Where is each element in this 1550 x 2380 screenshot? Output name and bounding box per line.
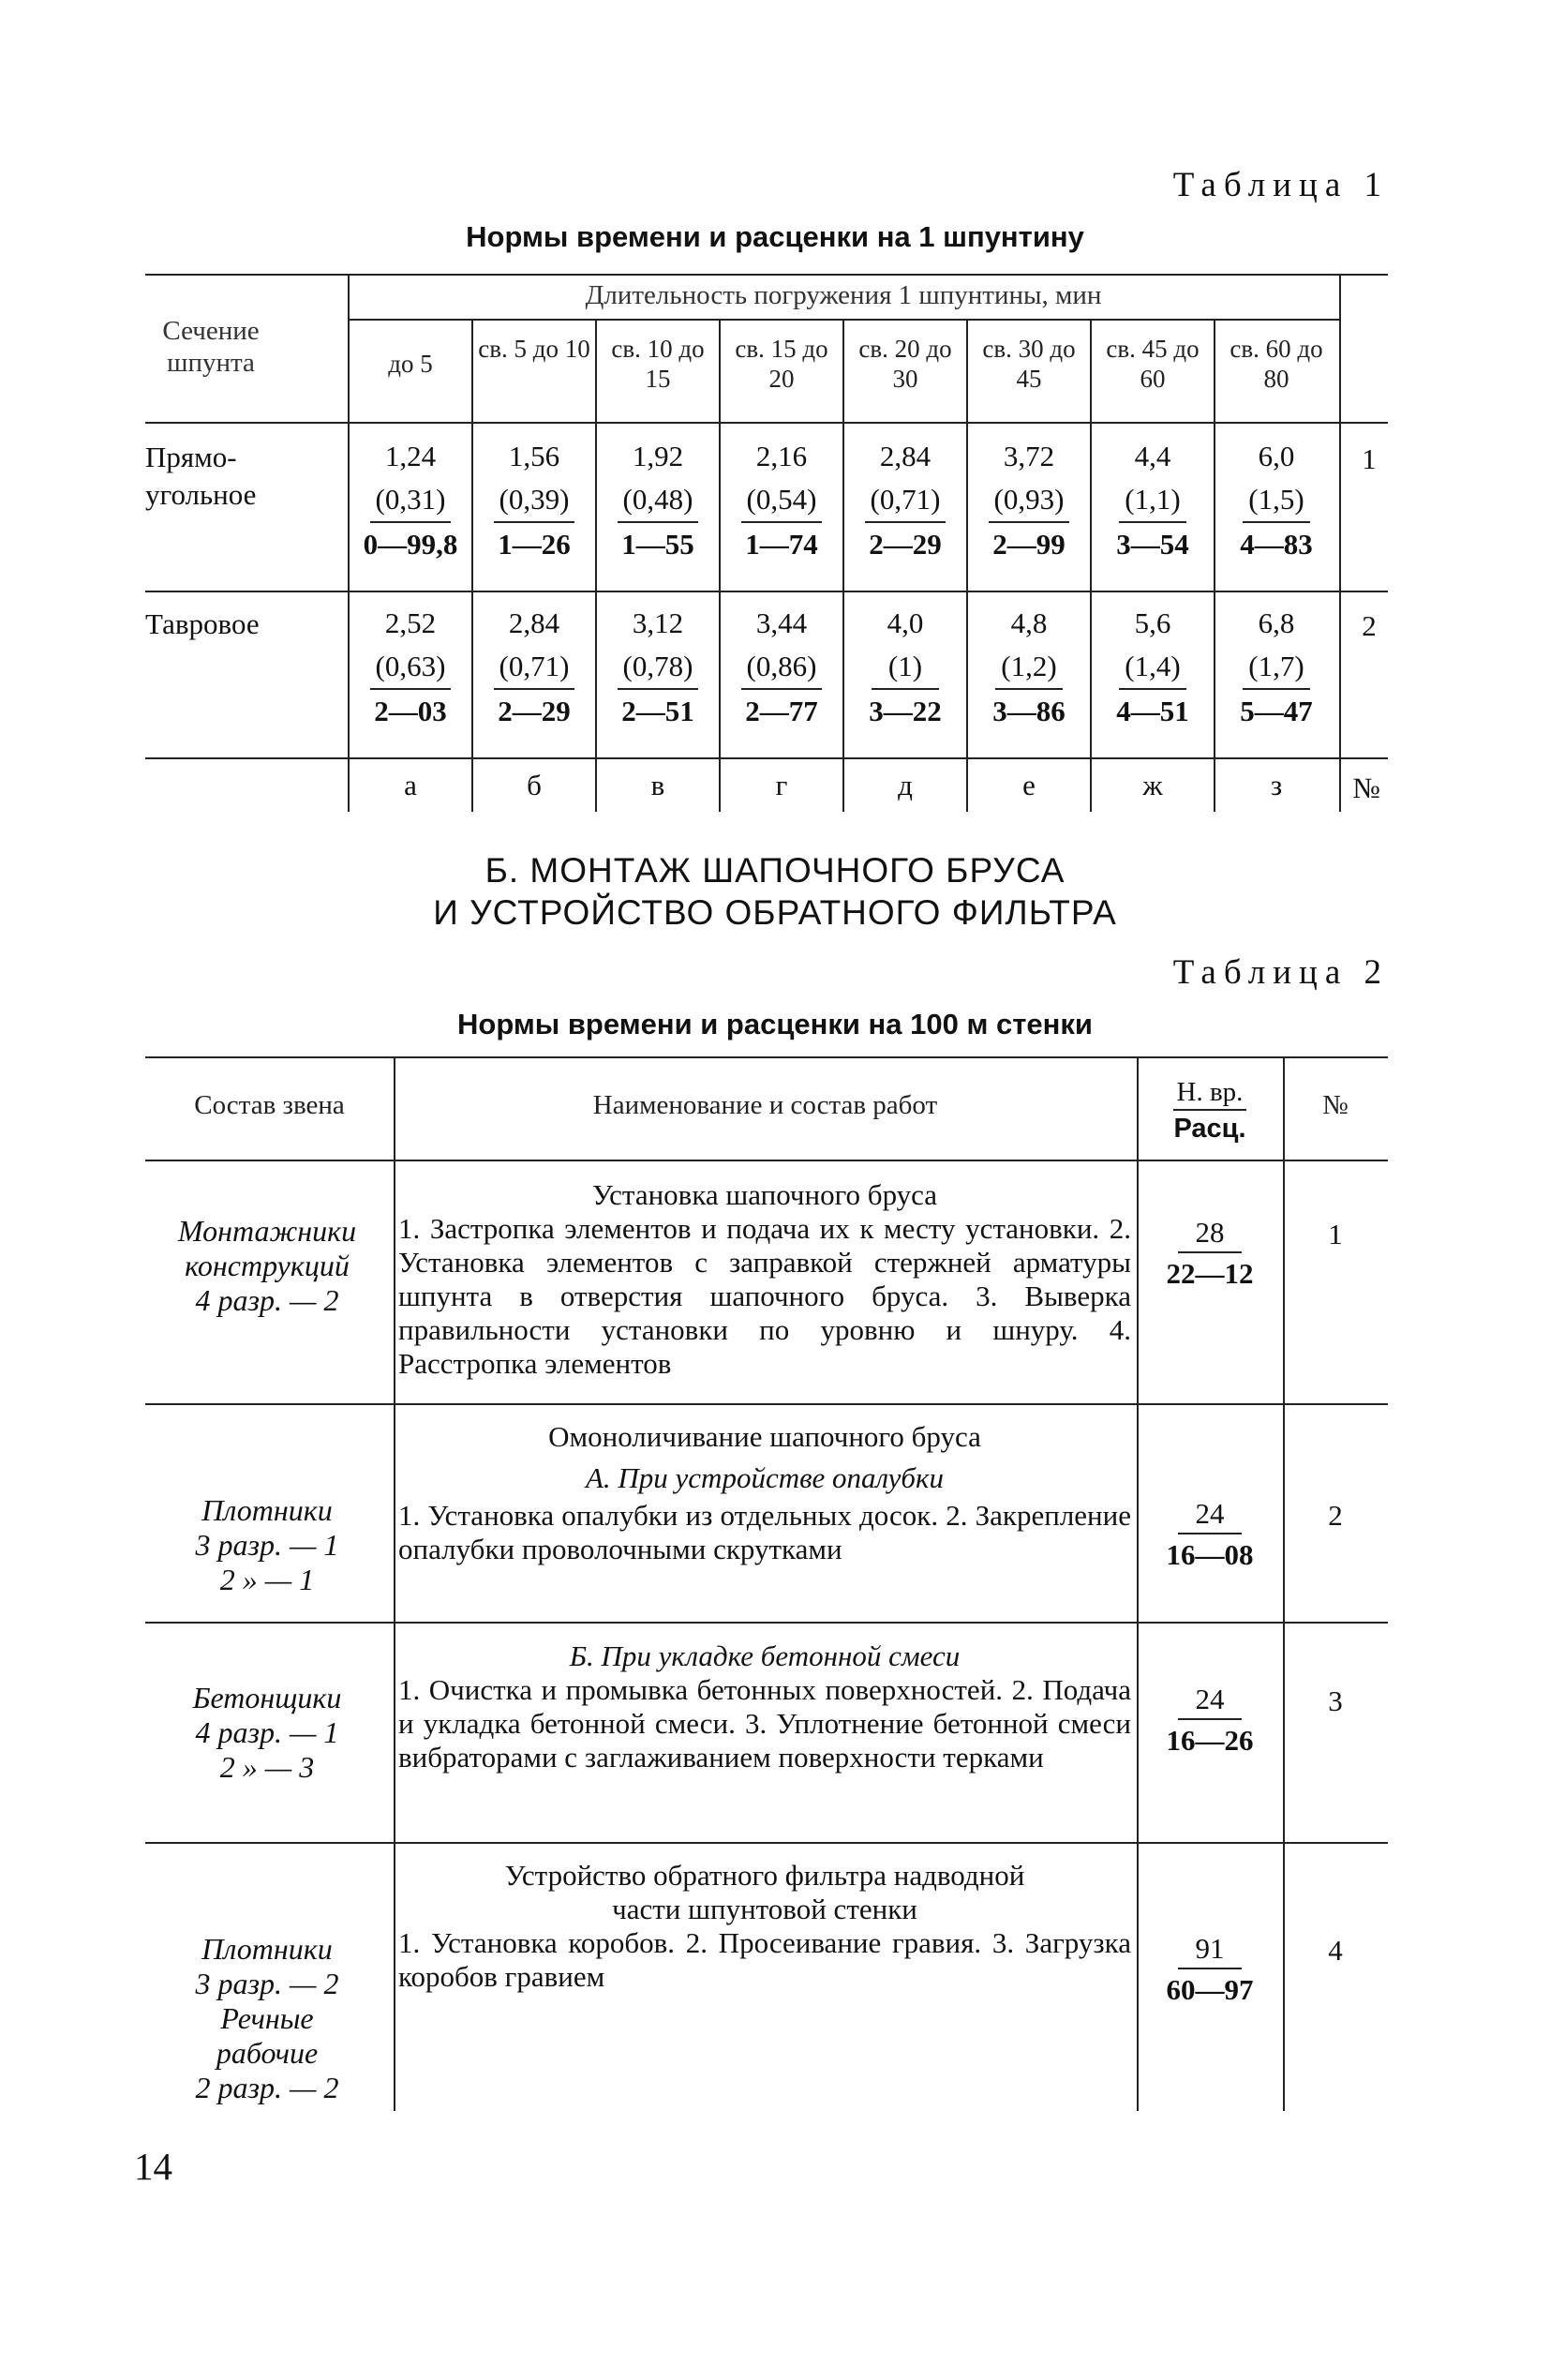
table1-col-header-1: до 5 xyxy=(388,350,433,378)
table2-crew xyxy=(145,1932,389,2105)
table2-row-number: 3 xyxy=(1328,1684,1343,1717)
table2-work xyxy=(398,1859,1131,1994)
crew-line: 2 разр. — 2 xyxy=(195,2071,339,2104)
norm-value: 2,84 xyxy=(508,606,560,639)
price-value: 3—86 xyxy=(992,695,1066,727)
table1-col-header-7: св. 45 до 60 xyxy=(1106,335,1200,393)
table2-row-number: 1 xyxy=(1328,1218,1343,1250)
price-value: 16—08 xyxy=(1166,1538,1254,1571)
table1-cell xyxy=(473,435,595,566)
crew-line: Плотники xyxy=(201,1932,333,1966)
work-title: Устройство обратного фильтра надводной части шпунтовой стенки xyxy=(504,1859,1025,1925)
norm-value: 4,4 xyxy=(1134,440,1171,472)
price-value: 2—29 xyxy=(869,528,942,561)
norm-value: 1,92 xyxy=(632,440,684,472)
table1-title: Нормы времени и расценки на 1 шпунтину xyxy=(466,220,1084,253)
norm-value: 4,8 xyxy=(1010,606,1048,639)
norm-value: 5,6 xyxy=(1134,606,1171,639)
table1-col-letter: б xyxy=(527,769,542,801)
table1-cell xyxy=(597,602,719,733)
table2-crew xyxy=(145,1493,389,1597)
table1-col-header-5: св. 20 до 30 xyxy=(858,335,952,393)
table1-cell xyxy=(1092,435,1214,566)
norm-value: 24 xyxy=(1178,1681,1242,1720)
table1-row-number: 1 xyxy=(1362,442,1377,475)
table2-work xyxy=(398,1639,1131,1774)
crew-line: 2 » — 1 xyxy=(219,1563,315,1596)
crew-line: 3 разр. — 2 xyxy=(195,1967,339,2000)
table1-col-header-2: св. 5 до 10 xyxy=(478,335,590,363)
table2-norm xyxy=(1137,1930,1283,2011)
price-value: 4—83 xyxy=(1240,528,1313,561)
crew-line: Плотники xyxy=(201,1493,333,1527)
price-value: 2—77 xyxy=(745,695,818,727)
table1-cell xyxy=(968,435,1090,566)
rate-value: (0,63) xyxy=(370,645,452,690)
table1-cell xyxy=(721,435,842,566)
rate-value: (1,4) xyxy=(1119,645,1186,690)
table1-cell xyxy=(597,435,719,566)
work-subtitle: А. При устройстве опалубки xyxy=(585,1461,945,1494)
crew-line: рабочие xyxy=(216,2036,319,2070)
table1-col-letter: ж xyxy=(1142,769,1163,801)
table2-work xyxy=(398,1416,1131,1566)
table1-group-header: Длительность погружения 1 шпунтины, мин xyxy=(585,280,1102,310)
norm-value: 3,44 xyxy=(755,606,808,639)
table2-work xyxy=(398,1178,1131,1381)
section-heading xyxy=(0,849,1550,934)
table2-header-nvr: Н. вр. xyxy=(1173,1075,1247,1111)
norm-value: 2,52 xyxy=(384,606,437,639)
rate-value: (1,5) xyxy=(1243,478,1310,523)
rate-value: (0,86) xyxy=(741,645,823,690)
table2 xyxy=(145,1056,1388,2111)
price-value: 60—97 xyxy=(1166,1973,1254,2006)
work-text: 1. Застропка элементов и подача их к месту установки. 2. Установка элементов с заправкой стержней арматуры шпунта в отверстия шапочного бруса. 3. Выверка правильности установки по уровню и шнуру. 4. Расстропка элементов xyxy=(398,1212,1131,1380)
price-value: 2—99 xyxy=(992,528,1066,561)
price-value: 2—51 xyxy=(621,695,694,727)
norm-value: 24 xyxy=(1178,1495,1242,1534)
norm-value: 6,0 xyxy=(1258,440,1295,472)
table1-cell xyxy=(1215,602,1337,733)
table2-norm xyxy=(1137,1681,1283,1761)
crew-line: 3 разр. — 1 xyxy=(195,1528,339,1562)
table1-col-header-6: св. 30 до 45 xyxy=(982,335,1076,393)
work-title: Установка шапочного бруса xyxy=(591,1178,938,1211)
rate-value: (0,93) xyxy=(989,478,1070,523)
price-value: 16—26 xyxy=(1166,1724,1254,1757)
table1-cell xyxy=(1215,435,1337,566)
table1-cell xyxy=(1092,602,1214,733)
work-text: 1. Установка опалубки из отдельных досок. 2. Закрепление опалубки проволочными скрутками xyxy=(398,1499,1131,1565)
price-value: 1—74 xyxy=(745,528,818,561)
norm-value: 4,0 xyxy=(887,606,924,639)
norm-value: 3,12 xyxy=(632,606,684,639)
table2-crew xyxy=(145,1214,389,1318)
price-value: 3—54 xyxy=(1116,528,1189,561)
table1-col-letter: з xyxy=(1270,769,1283,801)
work-title: Омоноличивание шапочного бруса xyxy=(548,1420,981,1453)
crew-line: Речные xyxy=(220,2001,314,2035)
work-text: 1. Очистка и промывка бетонных поверхностей. 2. Подача и укладка бетонной смеси. 3. Уплотнение бетонной смеси вибраторами с заглаживанием поверхности терками xyxy=(398,1673,1131,1774)
table1 xyxy=(145,274,1388,812)
rate-value: (1,2) xyxy=(995,645,1063,690)
table1-col-header-3: св. 10 до 15 xyxy=(611,335,705,393)
work-subtitle: Б. При укладке бетонной смеси xyxy=(569,1639,961,1672)
table1-cell xyxy=(350,602,471,733)
price-value: 1—55 xyxy=(621,528,694,561)
table2-title: Нормы времени и расценки на 100 м стенки xyxy=(457,1008,1093,1040)
rate-value: (0,71) xyxy=(865,478,946,523)
section-heading-line: Б. МОНТАЖ ШАПОЧНОГО БРУСА xyxy=(484,851,1066,890)
table2-header-num: № xyxy=(1322,1090,1349,1120)
page-number: 14 xyxy=(134,2145,172,2188)
table1-cell xyxy=(844,602,966,733)
table1-cell xyxy=(473,602,595,733)
table1-col-letter: в xyxy=(650,769,665,801)
norm-value: 2,84 xyxy=(879,440,931,472)
crew-line: Монтажники xyxy=(177,1214,357,1248)
table1-row-name: Тавровое xyxy=(145,607,260,640)
price-value: 22—12 xyxy=(1166,1257,1254,1290)
table2-header-norm xyxy=(1137,1075,1283,1146)
rate-value: (1,1) xyxy=(1119,478,1186,523)
table1-col-header: Сечение шпунта xyxy=(162,316,260,378)
crew-line: 4 разр. — 2 xyxy=(195,1283,339,1317)
table2-row-number: 2 xyxy=(1328,1499,1343,1532)
price-value: 1—26 xyxy=(498,528,571,561)
rate-value: (0,71) xyxy=(494,645,575,690)
table2-header-crew: Состав звена xyxy=(194,1090,345,1120)
crew-line: 4 разр. — 1 xyxy=(195,1715,339,1749)
crew-line: Бетонщики xyxy=(192,1681,342,1714)
table1-cell xyxy=(968,602,1090,733)
norm-value: 91 xyxy=(1178,1930,1242,1969)
table1-col-letter: д xyxy=(898,769,913,801)
table1-col-letter: е xyxy=(1022,769,1036,801)
rate-value: (0,54) xyxy=(741,478,823,523)
rate-value: (0,48) xyxy=(618,478,699,523)
rate-value: (0,78) xyxy=(618,645,699,690)
norm-value: 3,72 xyxy=(1003,440,1055,472)
table2-label: Таблица 2 xyxy=(1172,953,1389,992)
price-value: 5—47 xyxy=(1240,695,1313,727)
table1-col-header-4: св. 15 до 20 xyxy=(735,335,828,393)
work-text: 1. Установка коробов. 2. Просеивание гравия. 3. Загрузка коробов гравием xyxy=(398,1926,1131,1993)
section-heading-line: И УСТРОЙСТВО ОБРАТНОГО ФИЛЬТРА xyxy=(433,893,1117,932)
rate-value: (0,39) xyxy=(494,478,575,523)
rate-value: (1,7) xyxy=(1243,645,1310,690)
table1-col-header-8: св. 60 до 80 xyxy=(1230,335,1323,393)
table2-row-number: 4 xyxy=(1328,1934,1343,1967)
norm-value: 1,56 xyxy=(508,440,560,472)
table1-col-letter: г xyxy=(775,769,788,801)
table1-row-number: 2 xyxy=(1362,609,1377,642)
table1-num-symbol: № xyxy=(1352,771,1380,804)
crew-line: конструкций xyxy=(185,1249,350,1282)
table1-col-letter: а xyxy=(404,769,417,801)
table2-crew xyxy=(145,1681,389,1785)
rate-value: (0,31) xyxy=(370,478,452,523)
norm-value: 2,16 xyxy=(755,440,808,472)
table2-header-work: Наименование и состав работ xyxy=(592,1090,938,1120)
table1-cell xyxy=(721,602,842,733)
table2-header-price: Расц. xyxy=(1173,1114,1246,1144)
crew-line: 2 » — 3 xyxy=(219,1750,315,1784)
rate-value: (1) xyxy=(872,645,939,690)
price-value: 3—22 xyxy=(869,695,942,727)
norm-value: 6,8 xyxy=(1258,606,1295,639)
price-value: 4—51 xyxy=(1116,695,1189,727)
price-value: 2—29 xyxy=(498,695,571,727)
table1-label: Таблица 1 xyxy=(1172,166,1389,204)
table2-norm xyxy=(1137,1214,1283,1295)
table2-norm xyxy=(1137,1495,1283,1576)
norm-value: 28 xyxy=(1178,1214,1242,1253)
table1-row-name: Прямо-угольное xyxy=(145,441,257,511)
table1-cell xyxy=(844,435,966,566)
table1-cell xyxy=(350,435,471,566)
price-value: 2—03 xyxy=(374,695,447,727)
norm-value: 1,24 xyxy=(384,440,437,472)
price-value: 0—99,8 xyxy=(363,528,458,561)
